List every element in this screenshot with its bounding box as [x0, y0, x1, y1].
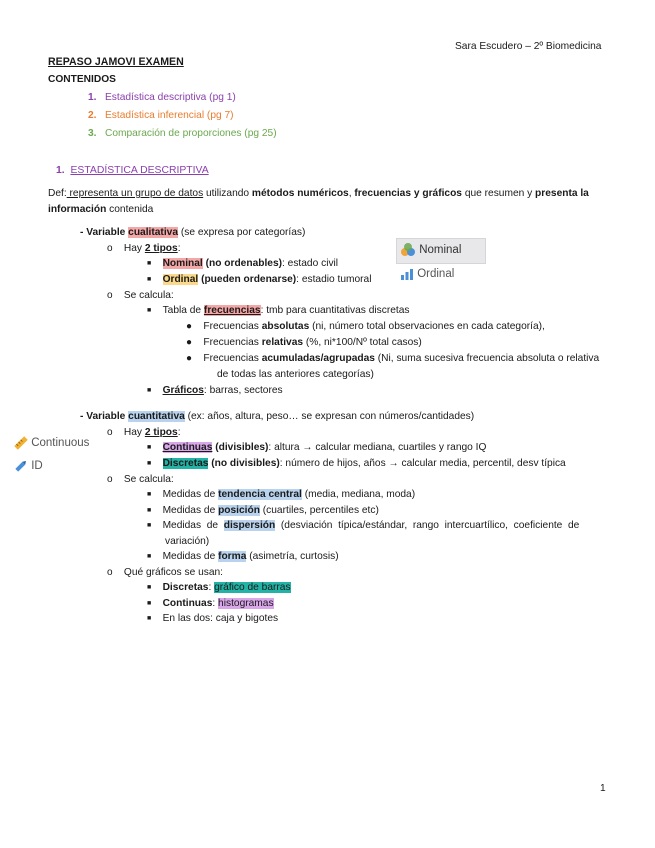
continuous-tag-label: Continuous	[31, 437, 90, 450]
section-heading	[56, 165, 209, 176]
toc-item-3[interactable]	[88, 128, 277, 139]
list-item-dispersion-cont: variación)	[165, 536, 210, 547]
dash: -	[80, 411, 87, 422]
def-text: ,	[348, 188, 355, 199]
list-item-continuas	[147, 442, 486, 453]
highlight-ordinal: Ordinal	[162, 274, 199, 285]
def-text: representa un grupo de datos	[66, 188, 204, 199]
text: Frecuencias	[203, 337, 262, 348]
bold: (no ordenables)	[202, 258, 283, 269]
highlight-histogramas: histogramas	[218, 598, 274, 609]
highlight-barras: gráfico de barras	[214, 582, 291, 593]
text: (ni, número total observaciones en cada categoría),	[309, 321, 545, 332]
bold-underline: 2 tipos	[144, 243, 178, 254]
def-bold: información	[48, 204, 107, 215]
variable-label: Variable	[86, 411, 129, 422]
text: En las dos: caja y bigotes	[162, 613, 279, 624]
square-bullet-icon: ■	[147, 444, 152, 451]
text: :	[208, 582, 215, 593]
highlight-forma: forma	[218, 551, 247, 562]
list-item-acumuladas-cont: de todas las anteriores categorías)	[217, 369, 374, 380]
variable-cuantitativa	[80, 411, 474, 422]
nominal-tag-label: Nominal	[419, 244, 462, 257]
list-item-se-calcula	[107, 474, 174, 485]
highlight-cuantitativa: cuantitativa	[128, 411, 185, 422]
circle-bullet-icon: o	[107, 427, 113, 438]
text: Medidas de	[162, 489, 219, 500]
circle-bullet-icon: o	[107, 290, 113, 301]
text: :	[177, 243, 181, 254]
highlight-nominal: Nominal	[162, 258, 203, 269]
page-title: REPASO JAMOVI EXAMEN	[48, 56, 184, 68]
text: (media, mediana, moda)	[301, 489, 416, 500]
text: (asimetría, curtosis)	[246, 551, 339, 562]
text: Medidas de	[162, 505, 219, 516]
text: : estadio tumoral	[296, 274, 372, 285]
list-item-graf-continuas	[147, 598, 274, 609]
list-item-graficos	[147, 385, 283, 396]
text: Hay	[123, 427, 145, 438]
id-tag	[14, 459, 43, 473]
bold: relativas	[261, 337, 304, 348]
list-item-acumuladas	[186, 353, 599, 364]
list-item-discretas	[147, 458, 566, 469]
text: :	[177, 427, 181, 438]
text: Se calcula:	[123, 290, 174, 301]
square-bullet-icon: ■	[147, 276, 152, 283]
highlight-continuas: Continuas	[162, 442, 213, 453]
list-item-que-graficos	[107, 567, 223, 578]
section-title: ESTADÍSTICA DESCRIPTIVA	[70, 165, 209, 176]
highlight-cualitativa: cualitativa	[128, 227, 178, 238]
variable-cualitativa	[80, 227, 305, 238]
text: Frecuencias	[203, 353, 262, 364]
bold-underline: Gráficos	[162, 385, 204, 396]
dot-bullet-icon: ●	[186, 337, 193, 348]
circle-bullet-icon: o	[107, 474, 113, 485]
pencil-icon	[14, 459, 28, 473]
text: : barras, sectores	[203, 385, 283, 396]
toc-item-2[interactable]	[88, 110, 234, 121]
page-number: 1	[600, 783, 606, 794]
list-item-absolutas	[186, 321, 545, 332]
list-item-posicion	[147, 505, 379, 516]
list-item-ordinal	[147, 274, 371, 285]
square-bullet-icon: ■	[147, 307, 152, 314]
id-tag-label: ID	[31, 460, 43, 473]
circle-bullet-icon: o	[107, 567, 113, 578]
def-text: utilizando	[203, 188, 252, 199]
def-bold: métodos numéricos	[251, 188, 349, 199]
toc-label: Comparación de proporciones (pg 25)	[105, 128, 277, 139]
toc-label: Estadística inferencial (pg 7)	[105, 110, 234, 121]
highlight-tendencia: tendencia central	[218, 489, 302, 500]
list-item-graf-ambas	[147, 613, 278, 624]
text: : estado civil	[282, 258, 339, 269]
def-bold: frecuencias y gráficos	[354, 188, 462, 199]
ordinal-tag	[400, 267, 454, 281]
square-bullet-icon: ■	[147, 553, 152, 560]
text: : tmb para cuantitativas discretas	[260, 305, 410, 316]
text: (%, ni*100/Nº total casos)	[303, 337, 422, 348]
list-item-tabla	[147, 305, 409, 316]
def-text: que resumen y	[461, 188, 536, 199]
square-bullet-icon: ■	[147, 507, 152, 514]
square-bullet-icon: ■	[147, 615, 152, 622]
nominal-icon	[400, 243, 416, 257]
list-item-nominal	[147, 258, 338, 269]
bold: (pueden ordenarse)	[198, 274, 297, 285]
square-bullet-icon: ■	[147, 600, 152, 607]
square-bullet-icon: ■	[147, 387, 152, 394]
text: Qué gráficos se usan:	[123, 567, 223, 578]
text: : altura → calcular mediana, cuartiles y rango IQ	[268, 442, 487, 453]
highlight-frecuencias: frecuencias	[203, 305, 261, 316]
list-item-dispersion	[147, 520, 579, 531]
list-item-tendencia	[147, 489, 415, 500]
section-num: 1.	[56, 165, 65, 176]
list-item-relativas	[186, 337, 422, 348]
text: (se expresa por categorías)	[178, 227, 306, 238]
text: (ex: años, altura, peso… se expresan con números/cantidades)	[184, 411, 475, 422]
definition-line-1	[48, 188, 589, 199]
list-item-forma	[147, 551, 339, 562]
bold-underline: 2 tipos	[144, 427, 178, 438]
list-item-graf-discretas	[147, 582, 291, 593]
highlight-discretas: Discretas	[162, 458, 209, 469]
bold: absolutas	[261, 321, 310, 332]
toc-label: Estadística descriptiva (pg 1)	[105, 92, 236, 103]
continuous-tag	[14, 436, 89, 450]
text: Frecuencias	[203, 321, 262, 332]
ordinal-tag-label: Ordinal	[417, 268, 455, 281]
text: Medidas de	[162, 520, 224, 531]
def-bold: presenta la	[535, 188, 589, 199]
square-bullet-icon: ■	[147, 460, 152, 467]
bold: acumuladas/agrupadas	[261, 353, 375, 364]
nominal-tag	[400, 243, 461, 257]
contents-heading: CONTENIDOS	[48, 74, 116, 85]
bold: (no divisibles)	[208, 458, 280, 469]
definition-line-2	[48, 204, 153, 215]
text: Hay	[123, 243, 145, 254]
ordinal-icon	[400, 267, 414, 281]
dot-bullet-icon: ●	[186, 321, 193, 332]
square-bullet-icon: ■	[147, 584, 152, 591]
def-label: Def:	[48, 188, 67, 199]
toc-item-1[interactable]	[88, 92, 236, 103]
dash: -	[80, 227, 87, 238]
variable-label: Variable	[86, 227, 129, 238]
text: (Ni, suma sucesiva frecuencia absoluta o relativa	[374, 353, 600, 364]
text: Medidas de	[162, 551, 219, 562]
text: (desviación típica/estándar, rango intercuartílico, coeficiente de	[275, 520, 580, 531]
text: :	[212, 598, 219, 609]
ruler-icon	[14, 436, 28, 450]
text: : número de hijos, años → calcular media, percentil, desv típica	[279, 458, 566, 469]
list-item-se-calcula	[107, 290, 174, 301]
highlight-posicion: posición	[218, 505, 260, 516]
text: Se calcula:	[123, 474, 174, 485]
header-author: Sara Escudero – 2º Biomedicina	[455, 41, 602, 52]
toc-num: 1.	[88, 92, 97, 103]
toc-num: 2.	[88, 110, 97, 121]
toc-num: 3.	[88, 128, 97, 139]
list-item-hay	[107, 427, 181, 438]
square-bullet-icon: ■	[147, 491, 152, 498]
text: Tabla de	[162, 305, 204, 316]
bold: Continuas	[162, 598, 213, 609]
bold: (divisibles)	[212, 442, 269, 453]
square-bullet-icon: ■	[147, 260, 152, 267]
square-bullet-icon: ■	[147, 522, 152, 529]
highlight-dispersion: dispersión	[223, 520, 276, 531]
circle-bullet-icon: o	[107, 243, 113, 254]
list-item-hay	[107, 243, 181, 254]
text: (cuartiles, percentiles etc)	[259, 505, 379, 516]
dot-bullet-icon: ●	[186, 353, 193, 364]
bold: Discretas	[162, 582, 209, 593]
def-text: contenida	[106, 204, 154, 215]
